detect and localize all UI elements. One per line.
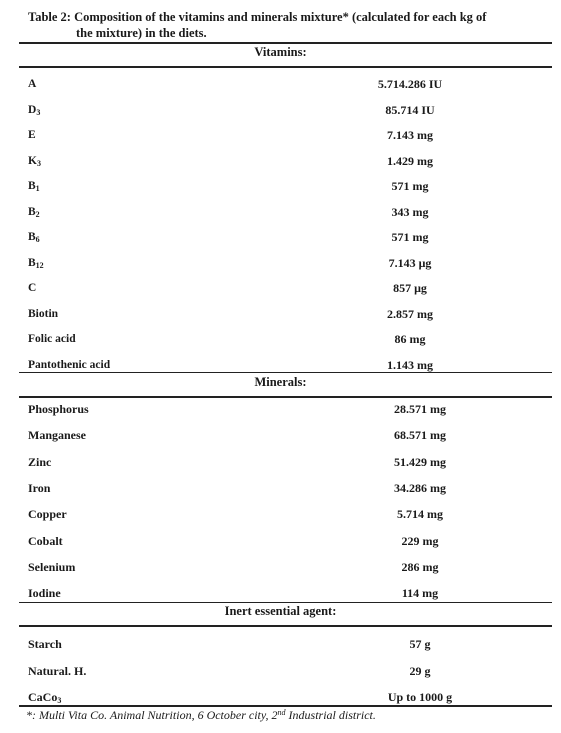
vitamins-name-text: Biotin <box>28 307 59 320</box>
minerals-name-text: Iodine <box>28 586 61 601</box>
table-caption <box>28 9 548 41</box>
vitamins-name-text: E <box>28 129 36 141</box>
vitamins-name-text: A <box>28 78 37 90</box>
minerals-row <box>0 401 561 417</box>
inert-name-subscript: 3 <box>57 696 62 705</box>
vitamins-name-text: K <box>28 154 37 167</box>
vitamins-name-subscript: 12 <box>35 260 44 270</box>
footnote-text-1: *: Multi Vita Co. Animal Nutrition, 6 October city, 2 <box>26 708 278 722</box>
section-header-inert: Inert essential agent: <box>224 604 337 618</box>
vitamins-name-subscript: 6 <box>35 235 40 244</box>
vitamins-value: 1.143 mg <box>387 357 433 372</box>
vitamins-row <box>0 204 561 220</box>
minerals-row <box>0 559 561 575</box>
minerals-row <box>0 533 561 549</box>
vitamins-row <box>0 357 561 373</box>
vitamins-row <box>0 178 561 194</box>
minerals-name-text: Cobalt <box>28 533 63 548</box>
vitamins-row <box>0 127 561 143</box>
minerals-row <box>0 585 561 601</box>
vitamins-row <box>0 229 561 245</box>
minerals-row <box>0 454 561 470</box>
inert-name <box>28 689 61 705</box>
vitamins-row <box>0 306 561 322</box>
top-rule <box>19 42 552 44</box>
vitamins-value: 857 μg <box>393 281 427 295</box>
minerals-row <box>0 480 561 496</box>
minerals-name <box>28 506 67 522</box>
minerals-value: 28.571 mg <box>394 402 446 416</box>
vitamins-name-subscript: 2 <box>35 209 40 219</box>
inert-row <box>0 663 561 679</box>
minerals-rule <box>19 396 552 398</box>
vitamins-name <box>28 229 40 245</box>
inert-value: Up to 1000 g <box>387 690 453 704</box>
minerals-value: 68.571 mg <box>394 428 446 443</box>
caption-line-1: Table 2: Composition of the vitamins and minerals mixture* (calculated for each kg of <box>28 10 487 24</box>
caption-line-2: the mixture) in the diets. <box>76 26 207 40</box>
vitamins-name-text: B <box>28 180 36 192</box>
vitamins-row <box>0 153 561 169</box>
vitamins-name <box>28 127 36 143</box>
inert-value: 57 g <box>409 637 431 651</box>
minerals-row <box>0 506 561 522</box>
inert-name-text: Starch <box>28 637 62 651</box>
vitamins-name <box>28 178 40 194</box>
vitamins-name <box>28 306 58 322</box>
minerals-name-text: Manganese <box>28 428 86 443</box>
minerals-name <box>28 585 61 601</box>
minerals-value: 5.714 mg <box>397 507 443 522</box>
inert-row <box>0 636 561 652</box>
minerals-name-text: Iron <box>28 480 51 495</box>
vitamins-row <box>0 76 561 92</box>
vitamins-name-text: Pantothenic acid <box>28 358 111 371</box>
minerals-value: 114 mg <box>401 586 439 601</box>
minerals-value: 229 mg <box>401 533 439 548</box>
minerals-name-text: Selenium <box>28 559 76 574</box>
vitamins-name-text: C <box>28 282 37 294</box>
vitamins-value: 5.714.286 IU <box>377 77 443 91</box>
minerals-name <box>28 427 86 443</box>
vitamins-value: 86 mg <box>394 332 426 346</box>
vitamins-name <box>28 153 41 169</box>
minerals-name-text: Phosphorus <box>28 402 89 416</box>
minerals-value: 34.286 mg <box>394 480 446 495</box>
footnote <box>26 708 376 723</box>
section-header-minerals: Minerals: <box>254 375 307 389</box>
vitamins-name-text: B <box>28 231 36 243</box>
footnote-text-2: Industrial district. <box>285 708 376 722</box>
bottom-rule <box>19 705 552 707</box>
minerals-end-rule <box>19 602 552 603</box>
vitamins-row <box>0 102 561 118</box>
vitamins-value: 1.429 mg <box>387 153 433 168</box>
minerals-name <box>28 401 89 417</box>
minerals-value: 51.429 mg <box>394 454 446 469</box>
inert-name <box>28 663 86 679</box>
vitamins-value: 571 mg <box>391 179 429 193</box>
section-header-vitamins: Vitamins: <box>254 45 307 59</box>
vitamins-row <box>0 331 561 347</box>
vitamins-name-text: Folic acid <box>28 333 76 345</box>
minerals-name-text: Copper <box>28 507 67 522</box>
vitamins-name-text: D <box>28 103 37 116</box>
vitamins-name-text: B <box>28 205 36 218</box>
vitamins-name <box>28 255 44 271</box>
vitamins-name <box>28 331 76 347</box>
vitamins-value: 2.857 mg <box>387 306 433 321</box>
minerals-name <box>28 533 63 549</box>
vitamins-name <box>28 204 40 220</box>
vitamins-name <box>28 357 110 373</box>
minerals-name-text: Zinc <box>28 454 52 469</box>
inert-row <box>0 689 561 705</box>
vitamins-name-subscript: 3 <box>36 158 41 168</box>
vitamins-name-subscript: 3 <box>36 107 41 117</box>
minerals-name <box>28 454 51 470</box>
inert-rule <box>19 625 552 627</box>
vitamins-name <box>28 76 36 92</box>
minerals-row <box>0 427 561 443</box>
vitamins-value: 7.143 μg <box>388 255 432 270</box>
minerals-value: 286 mg <box>401 559 439 574</box>
vitamins-end-rule <box>19 372 552 373</box>
vitamins-value: 571 mg <box>391 230 429 244</box>
vitamins-rule <box>19 66 552 68</box>
vitamins-value: 85.714 IU <box>385 102 435 117</box>
vitamins-row <box>0 280 561 296</box>
vitamins-name-subscript: 1 <box>35 184 40 193</box>
vitamins-value: 343 mg <box>391 204 429 219</box>
inert-value: 29 g <box>409 663 431 678</box>
footnote-sup: nd <box>277 708 286 717</box>
vitamins-row <box>0 255 561 271</box>
inert-name-text: Natural. H. <box>28 663 87 678</box>
inert-name-text: CaCo <box>28 690 58 704</box>
inert-name <box>28 636 62 652</box>
vitamins-name <box>28 102 40 118</box>
minerals-name <box>28 480 50 496</box>
vitamins-name <box>28 280 36 296</box>
vitamins-value: 7.143 mg <box>387 128 433 142</box>
vitamins-name-text: B <box>28 256 36 269</box>
minerals-name <box>28 559 75 575</box>
